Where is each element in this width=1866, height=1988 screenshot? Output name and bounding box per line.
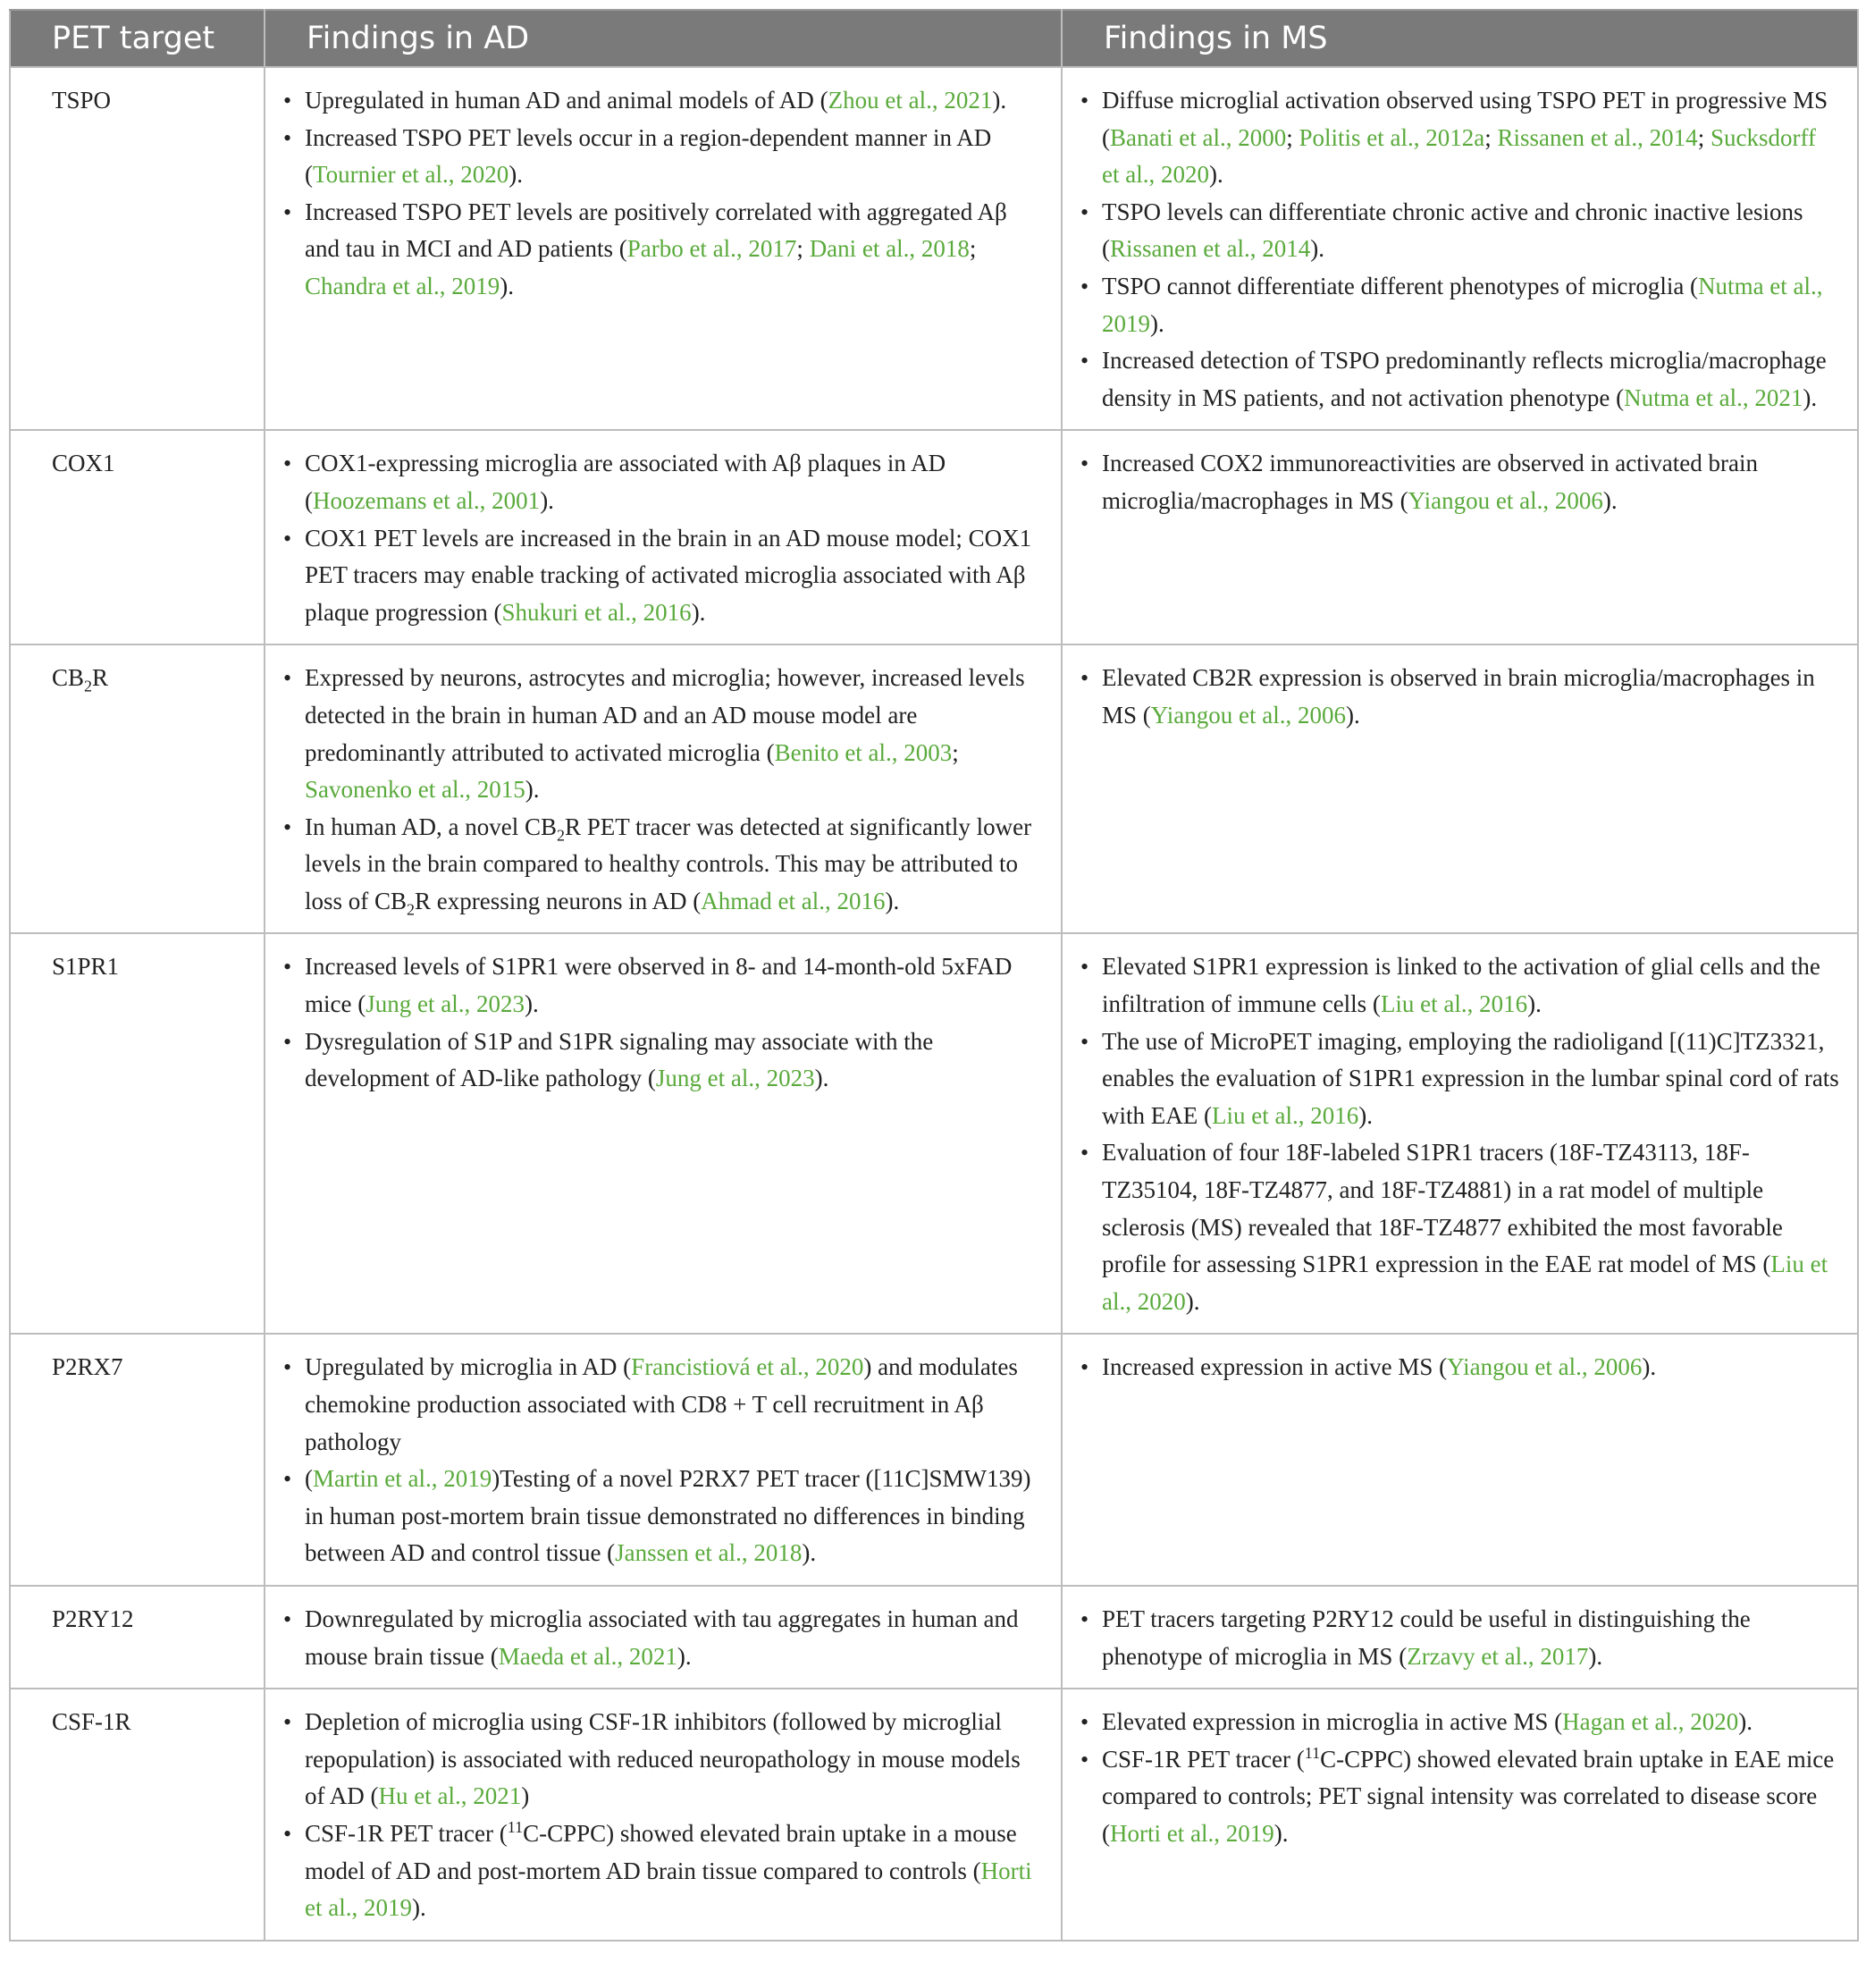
text-segment: ). (1150, 309, 1164, 337)
citation-link[interactable]: Liu et al., 2020 (1102, 1251, 1828, 1315)
citation-link[interactable]: Hu et al., 2021 (378, 1782, 522, 1810)
text-segment: ). (525, 776, 540, 804)
text-segment: R PET tracer was detected at significantly lower levels in the brain compared to healthy controls. This may be attributed to loss of CB (305, 813, 1032, 914)
citation-link[interactable]: Yiangou et al., 2006 (1408, 486, 1603, 514)
text-segment: TSPO levels can differentiate chronic active and chronic inactive lesions ( (1102, 198, 1803, 263)
citation-link[interactable]: Banati et al., 2000 (1110, 123, 1287, 151)
list-item (1080, 445, 1839, 519)
text-segment: In human AD, a novel CB (305, 813, 557, 840)
citation-link[interactable]: Nutma et al., 2021 (1624, 383, 1803, 411)
findings-list (283, 1601, 1043, 1675)
list-item (283, 520, 1043, 632)
list-item (283, 194, 1043, 306)
citation-link[interactable]: Horti et al., 2019 (305, 1857, 1032, 1922)
text-segment: 2 (556, 826, 565, 845)
text-segment: ). (540, 486, 554, 514)
list-item (283, 1815, 1043, 1927)
table-row (10, 1689, 1858, 1941)
findings-list (283, 1349, 1043, 1572)
text-segment: Increased COX2 immunoreactivities are observed in activated brain microglia/macrophages in MS ( (1102, 450, 1758, 514)
text-segment: Increased levels of S1PR1 were observed in 8- and 14-month-old 5xFAD mice ( (305, 953, 1013, 1018)
text-segment: CSF-1R PET tracer ( (305, 1819, 508, 1847)
text-segment: ) (521, 1782, 530, 1810)
text-segment: The use of MicroPET imaging, employing the radioligand [(11)C]TZ3321, enables the evaluation of S1PR1 expression in the lumbar spinal cord of rats with EAE ( (1102, 1027, 1839, 1129)
findings-list (283, 660, 1043, 920)
text-segment: ). (1310, 235, 1324, 263)
pet-target-cell (10, 1334, 265, 1586)
text-segment: COX1-expressing microglia are associated with Aβ plaques in AD ( (305, 450, 946, 514)
list-item (283, 1461, 1043, 1572)
findings-ad-cell (265, 933, 1062, 1334)
text-segment: 11 (507, 1817, 524, 1836)
text-segment: C-CPPC) showed elevated brain uptake in EAE mice compared to controls; PET signal intensity was correlated to disease score ( (1102, 1745, 1835, 1847)
citation-link[interactable]: Jung et al., 2023 (366, 990, 525, 1018)
citation-link[interactable]: Jung et al., 2023 (655, 1065, 815, 1092)
text-segment: Elevated CB2R expression is observed in brain microglia/macrophages in MS ( (1102, 664, 1815, 729)
text-segment: ). (677, 1642, 692, 1670)
text-segment: S1PR1 (52, 953, 120, 981)
list-item (283, 1704, 1043, 1815)
pet-target-cell (10, 644, 265, 933)
citation-link[interactable]: Shukuri et al., 2016 (501, 598, 692, 626)
table-row (10, 1334, 1858, 1586)
text-segment: Depletion of microglia using CSF-1R inhibitors (followed by microglial repopulation) is associated with reduced neuropathology in mouse models of AD ( (305, 1708, 1021, 1810)
text-segment: ; (796, 235, 810, 263)
list-item (283, 1349, 1043, 1461)
list-item (283, 1601, 1043, 1675)
text-segment: P2RY12 (52, 1605, 134, 1632)
text-segment: Evaluation of four 18F-labeled S1PR1 tracers (18F-TZ43113, 18F-TZ35104, 18F-TZ4877, and 18F-TZ4881) in a rat model of multiple sclerosis (MS) revealed that 18F-TZ4877 exhibited the most favorable profile for assessing S1PR1 expression in the EAE rat model of MS ( (1102, 1139, 1783, 1278)
header-findings-ad: Findings in AD (265, 10, 1062, 67)
list-item (283, 120, 1043, 194)
text-segment: ). (509, 161, 524, 189)
text-segment: )Testing of a novel P2RX7 PET tracer ([11C]SMW139) in human post-mortem brain tissue demonstrated no differences in binding between AD and control tissue ( (305, 1465, 1031, 1567)
text-segment: ). (992, 87, 1007, 114)
text-segment: ). (1208, 161, 1223, 189)
list-item (283, 1023, 1043, 1098)
table-body (10, 67, 1858, 1941)
list-item (1080, 1704, 1839, 1741)
findings-ms-cell (1062, 644, 1858, 933)
findings-ms-cell (1062, 430, 1858, 644)
findings-list (1080, 1704, 1839, 1852)
text-segment: ; (1286, 123, 1299, 151)
citation-link[interactable]: Parbo et al., 2017 (626, 235, 797, 263)
text-segment: ). (1738, 1708, 1753, 1736)
text-segment: Dysregulation of S1P and S1PR signaling may associate with the development of AD-like pathology ( (305, 1027, 934, 1092)
list-item (283, 82, 1043, 120)
findings-list (1080, 1349, 1839, 1386)
citation-link[interactable]: Nutma et al., 2019 (1102, 272, 1823, 337)
findings-ad-cell (265, 1689, 1062, 1941)
text-segment: ). (691, 598, 706, 626)
citation-link[interactable]: Maeda et al., 2021 (498, 1642, 677, 1670)
text-segment: ). (1642, 1353, 1657, 1381)
text-segment: C-CPPC) showed elevated brain uptake in a mouse model of AD and post-mortem AD brain tissue compared to controls ( (305, 1819, 1017, 1884)
findings-list (283, 1704, 1043, 1927)
text-segment: Increased detection of TSPO predominantly reflects microglia/macrophage density in MS patients, and not activation phenotype ( (1102, 347, 1827, 411)
text-segment: Increased expression in active MS ( (1102, 1353, 1448, 1381)
text-segment: ). (1358, 1101, 1373, 1129)
text-segment: ). (524, 990, 539, 1018)
pet-targets-table-container (9, 9, 1857, 1942)
citation-link[interactable]: Martin et al., 2019 (313, 1465, 492, 1493)
pet-target-cell (10, 1689, 265, 1941)
text-segment: P2RX7 (52, 1353, 123, 1381)
citation-link[interactable]: Ahmad et al., 2016 (701, 887, 886, 914)
citation-link[interactable]: Francistiová et al., 2020 (631, 1353, 864, 1381)
citation-link[interactable]: Hagan et al., 2020 (1562, 1708, 1739, 1736)
text-segment: Diffuse microglial activation observed using TSPO PET in progressive MS ( (1102, 87, 1828, 151)
list-item (283, 809, 1043, 921)
findings-ms-cell (1062, 1586, 1858, 1689)
list-item (1080, 1134, 1839, 1320)
citation-link[interactable]: Benito et al., 2003 (774, 738, 953, 766)
text-segment: Downregulated by microglia associated with tau aggregates in human and mouse brain tissue ( (305, 1605, 1019, 1670)
citation-link[interactable]: Savonenko et al., 2015 (305, 776, 525, 804)
citation-link[interactable]: Yiangou et al., 2006 (1447, 1353, 1643, 1381)
list-item (1080, 268, 1839, 342)
text-segment: 2 (84, 677, 93, 695)
table-row (10, 933, 1858, 1334)
findings-ad-cell (265, 430, 1062, 644)
citation-link[interactable]: Liu et al., 2016 (1380, 990, 1528, 1018)
text-segment: ). (1527, 990, 1542, 1018)
list-item (283, 660, 1043, 808)
text-segment: Increased TSPO PET levels occur in a region-dependent manner in AD ( (305, 123, 992, 189)
citation-link[interactable]: Dani et al., 2018 (809, 235, 970, 263)
findings-list (1080, 445, 1839, 519)
citation-link[interactable]: Zhou et al., 2021 (828, 87, 993, 114)
text-segment: CSF-1R PET tracer ( (1102, 1745, 1305, 1773)
text-segment: ). (1588, 1642, 1603, 1670)
table-row (10, 644, 1858, 933)
text-segment: CB (52, 664, 85, 692)
list-item (1080, 1349, 1839, 1386)
findings-ms-cell (1062, 1689, 1858, 1941)
citation-link[interactable]: Tournier et al., 2020 (313, 161, 509, 189)
text-segment: ) and modulates chemokine production associated with CD8 + T cell recruitment in Aβ pathology (305, 1353, 1018, 1455)
pet-targets-table (9, 9, 1859, 1942)
findings-list (1080, 660, 1839, 734)
text-segment: ). (814, 1065, 829, 1092)
list-item (1080, 1741, 1839, 1853)
text-segment: R (92, 664, 109, 692)
text-segment: 2 (407, 900, 416, 919)
citation-link[interactable]: Janssen et al., 2018 (615, 1539, 803, 1567)
citation-link[interactable]: Zrzavy et al., 2017 (1407, 1642, 1589, 1670)
text-segment: Expressed by neurons, astrocytes and microglia; however, increased levels detected in the brain in human AD and an AD mouse model are predominantly attributed to activated microglia ( (305, 664, 1025, 766)
list-item (1080, 194, 1839, 268)
pet-target-cell (10, 430, 265, 644)
table-row (10, 430, 1858, 644)
citation-link[interactable]: Chandra et al., 2019 (305, 272, 500, 299)
findings-list (1080, 1601, 1839, 1675)
list-item (1080, 660, 1839, 734)
table-row (10, 1586, 1858, 1689)
text-segment: ( (305, 1465, 313, 1493)
text-segment: ; (969, 235, 977, 263)
citation-link[interactable]: Yiangou et al., 2006 (1150, 701, 1346, 729)
list-item (283, 445, 1043, 519)
findings-list (283, 948, 1043, 1097)
text-segment: Increased TSPO PET levels are positively correlated with aggregated Aβ and tau in MCI and AD patients ( (305, 198, 1007, 263)
text-segment: R expressing neurons in AD ( (415, 887, 702, 914)
pet-target-cell (10, 1586, 265, 1689)
text-segment: ). (1803, 383, 1818, 411)
findings-ad-cell (265, 1334, 1062, 1586)
findings-ad-cell (265, 67, 1062, 430)
findings-list (283, 82, 1043, 306)
text-segment: ). (1345, 701, 1360, 729)
list-item (283, 948, 1043, 1023)
list-item (1080, 948, 1839, 1023)
findings-ad-cell (265, 1586, 1062, 1689)
text-segment: ). (885, 887, 900, 914)
text-segment: ). (802, 1539, 817, 1567)
text-segment: PET tracers targeting P2RY12 could be useful in distinguishing the phenotype of microglia in MS ( (1102, 1605, 1751, 1670)
text-segment: COX1 (52, 450, 115, 477)
text-segment: TSPO (52, 87, 112, 114)
citation-link[interactable]: Politis et al., 2012a (1299, 123, 1485, 151)
text-segment: Elevated S1PR1 expression is linked to the activation of glial cells and the infiltration of immune cells ( (1102, 953, 1820, 1018)
citation-link[interactable]: Rissanen et al., 2014 (1497, 123, 1698, 151)
pet-target-cell (10, 933, 265, 1334)
text-segment: ). (1273, 1819, 1289, 1847)
text-segment: CSF-1R (52, 1708, 131, 1736)
table-header-row (10, 10, 1858, 67)
table-row (10, 67, 1858, 430)
citation-link[interactable]: Horti et al., 2019 (1110, 1819, 1274, 1847)
text-segment: ; (1697, 123, 1710, 151)
text-segment: ; (1484, 123, 1498, 151)
citation-link[interactable]: Sucksdorff et al., 2020 (1102, 123, 1816, 189)
list-item (1080, 342, 1839, 417)
text-segment: TSPO cannot differentiate different phenotypes of microglia ( (1102, 272, 1699, 299)
citation-link[interactable]: Liu et al., 2016 (1211, 1101, 1359, 1129)
pet-target-cell (10, 67, 265, 430)
findings-ms-cell (1062, 67, 1858, 430)
header-findings-ms: Findings in MS (1062, 10, 1858, 67)
text-segment: Upregulated in human AD and animal models of AD ( (305, 87, 828, 114)
text-segment: ). (1185, 1287, 1200, 1315)
findings-ms-cell (1062, 933, 1858, 1334)
findings-list (1080, 948, 1839, 1320)
list-item (1080, 1023, 1839, 1135)
text-segment: ). (1602, 486, 1618, 514)
text-segment: COX1 PET levels are increased in the brain in an AD mouse model; COX1 PET tracers may enable tracking of activated microglia associated with Aβ plaque progression ( (305, 524, 1032, 626)
header-pet-target: PET target (10, 10, 265, 67)
findings-ad-cell (265, 644, 1062, 933)
citation-link[interactable]: Hoozemans et al., 2001 (313, 486, 541, 514)
findings-ms-cell (1062, 1334, 1858, 1586)
list-item (1080, 1601, 1839, 1675)
text-segment: ). (411, 1894, 426, 1922)
text-segment: ). (500, 272, 514, 299)
text-segment: 11 (1304, 1743, 1321, 1762)
findings-list (1080, 82, 1839, 417)
text-segment: ; (952, 738, 959, 766)
text-segment: Elevated expression in microglia in active MS ( (1102, 1708, 1563, 1736)
list-item (1080, 82, 1839, 194)
citation-link[interactable]: Rissanen et al., 2014 (1110, 235, 1311, 263)
findings-list (283, 445, 1043, 631)
text-segment: Upregulated by microglia in AD ( (305, 1353, 632, 1381)
